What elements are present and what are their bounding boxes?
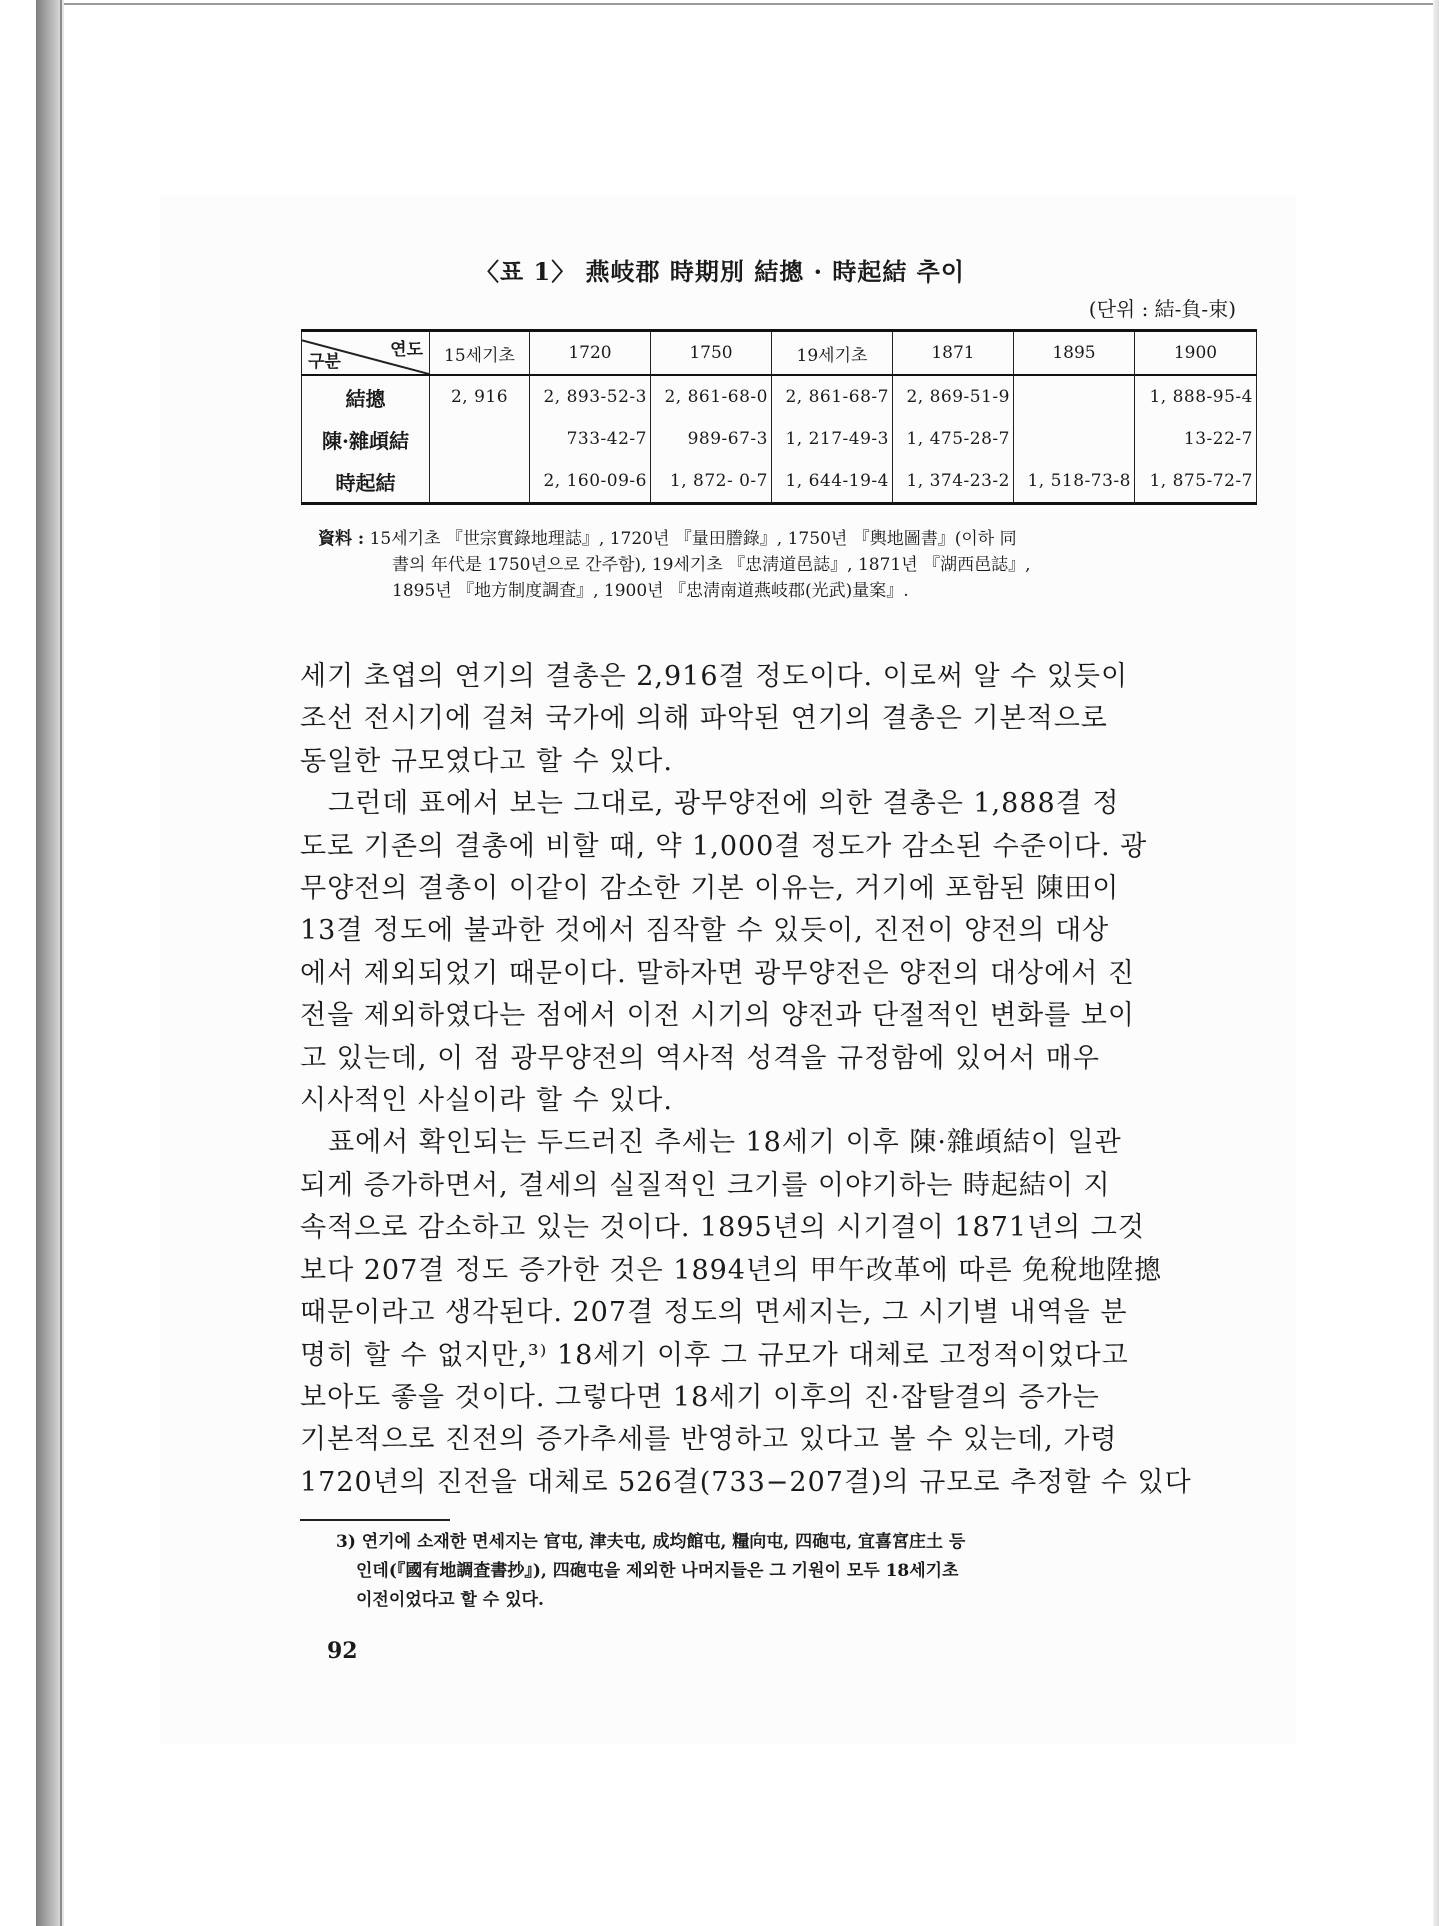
table-cell: 2, 893-52-3 [530, 375, 651, 418]
row-label: 時起結 [302, 460, 430, 504]
footnote [336, 1528, 1256, 1615]
table-cell: 2, 160-09-6 [530, 460, 651, 504]
table-cell: 2, 861-68-7 [772, 375, 893, 418]
table-cell: 1, 644-19-4 [772, 460, 893, 504]
table-cell [1014, 375, 1135, 418]
table-cell: 2, 916 [430, 375, 530, 418]
text-line: 보아도 좋을 것이다. 그렇다면 18세기 이후의 진·잡탈결의 증가는 [300, 1381, 1100, 1413]
text-line: 그런데 표에서 보는 그대로, 광무양전에 의한 결총은 1,888결 정 [328, 788, 1120, 820]
column-header: 15세기초 [430, 331, 530, 376]
column-header: 1720 [530, 331, 651, 376]
text-line: 전을 제외하였다는 점에서 이전 시기의 양전과 단절적인 변화를 보이 [300, 1000, 1135, 1032]
text-line: 보다 207결 정도 증가한 것은 1894년의 甲午改革에 따른 免稅地陞摠 [300, 1254, 1163, 1286]
text-line: 세기 초엽의 연기의 결총은 2,916결 정도이다. 이로써 알 수 있듯이 [300, 661, 1129, 692]
paragraph [300, 656, 1255, 783]
table-cell: 1, 888-95-4 [1135, 375, 1257, 418]
source-line: 15세기초 『世宗實錄地理誌』, 1720년 『量田謄錄』, 1750년 『輿地圖書』(이하 同 [369, 529, 1017, 549]
table-cell [430, 460, 530, 504]
text-line: 기본적으로 진전의 증가추세를 반영하고 있다고 볼 수 있는데, 가령 [300, 1424, 1118, 1456]
data-table [301, 329, 1257, 505]
table-cell: 2, 869-51-9 [893, 375, 1014, 418]
text-line: 무양전의 결총이 이같이 감소한 기본 이유는, 거기에 포함된 陳田이 [300, 873, 1120, 905]
table-cell: 1, 475-28-7 [893, 418, 1014, 460]
text-line: 동일한 규모였다고 할 수 있다. [300, 745, 673, 777]
table-row [302, 418, 1257, 460]
paragraph [300, 1122, 1255, 1504]
source-line: 1895년 『地方制度調査』, 1900년 『忠淸南道燕岐郡(光武)量案』. [392, 581, 909, 601]
table-cell: 1, 217-49-3 [772, 418, 893, 460]
table-source-note [318, 526, 1258, 604]
table-unit: (단위 : 結-負-束) [1088, 297, 1236, 321]
column-header: 1871 [893, 331, 1014, 376]
corner-label-category: 구분 [308, 352, 341, 372]
right-page-shadow [1433, 0, 1439, 1926]
column-header: 1900 [1135, 331, 1257, 376]
text-line: 1720년의 진전을 대체로 526결(733−207결)의 규모로 추정할 수 있다 [300, 1466, 1192, 1498]
text-line: 시사적인 사실이라 할 수 있다. [300, 1085, 673, 1117]
table-cell: 2, 861-68-0 [651, 375, 772, 418]
source-line: 書의 年代是 1750년으로 간주함), 19세기초 『忠淸道邑誌』, 1871년 『湖西邑誌』, [392, 555, 1031, 575]
table-cell: 1, 374-23-2 [893, 460, 1014, 504]
footnote-divider [300, 1519, 450, 1521]
paragraph [300, 783, 1255, 1122]
column-header: 1750 [651, 331, 772, 376]
text-line: 고 있는데, 이 점 광무양전의 역사적 성격을 규정함에 있어서 매우 [300, 1042, 1100, 1074]
corner-label-year: 연도 [390, 340, 423, 360]
table-cell [430, 418, 530, 460]
text-line: 표에서 확인되는 두드러진 추세는 18세기 이후 陳·雜頉結이 일관 [328, 1127, 1122, 1159]
source-label: 資料 : [318, 529, 365, 549]
text-line: 명히 할 수 없지만,³⁾ 18세기 이후 그 규모가 대체로 고정적이었다고 [300, 1339, 1129, 1371]
text-line: 속적으로 감소하고 있는 것이다. 1895년의 시기결이 1871년의 그것 [300, 1212, 1145, 1244]
text-line: 13결 정도에 불과한 것에서 짐작할 수 있듯이, 진전이 양전의 대상 [300, 915, 1110, 947]
table-cell: 989-67-3 [651, 418, 772, 460]
row-label: 陳·雜頉結 [302, 418, 430, 460]
footnote-line: 이전이었다고 할 수 있다. [356, 1590, 544, 1610]
table-row [302, 460, 1257, 504]
body-text [300, 656, 1255, 1504]
table-cell: 1, 872- 0-7 [651, 460, 772, 504]
text-line: 도로 기존의 결총에 비할 때, 약 1,000결 정도가 감소된 수준이다. 광 [300, 830, 1148, 862]
page-number: 92 [327, 1638, 358, 1664]
table-title: 〈표 1〉 燕岐郡 時期別 結摠 · 時起結 추이 [474, 257, 966, 286]
page-top-border [40, 3, 1439, 5]
binding-edge-line [60, 0, 62, 1926]
text-line: 때문이라고 생각된다. 207결 정도의 면세지는, 그 시기별 내역을 분 [300, 1297, 1128, 1329]
table-cell [1014, 418, 1135, 460]
text-line: 조선 전시기에 걸쳐 국가에 의해 파악된 연기의 결총은 기본적으로 [300, 703, 1108, 735]
table-cell: 1, 518-73-8 [1014, 460, 1135, 504]
row-label: 結摠 [302, 375, 430, 418]
table-cell: 733-42-7 [530, 418, 651, 460]
text-line: 에서 제외되었기 때문이다. 말하자면 광무양전은 양전의 대상에서 진 [300, 957, 1135, 989]
footnote-line: 3) 연기에 소재한 면세지는 官屯, 津夫屯, 成均館屯, 糧向屯, 四砲屯, 宜喜宮庄土 등 [336, 1532, 966, 1552]
column-header: 1895 [1014, 331, 1135, 376]
table-cell: 13-22-7 [1135, 418, 1257, 460]
footnote-line: 인데(『國有地調査書抄』), 四砲屯을 제외한 나머지들은 그 기원이 모두 18세기초 [356, 1561, 959, 1581]
text-line: 되게 증가하면서, 결세의 실질적인 크기를 이야기하는 時起結이 지 [300, 1169, 1111, 1201]
table-header-row [302, 331, 1257, 376]
table-corner-cell [302, 331, 430, 376]
table-cell: 1, 875-72-7 [1135, 460, 1257, 504]
table-row [302, 375, 1257, 418]
column-header: 19세기초 [772, 331, 893, 376]
